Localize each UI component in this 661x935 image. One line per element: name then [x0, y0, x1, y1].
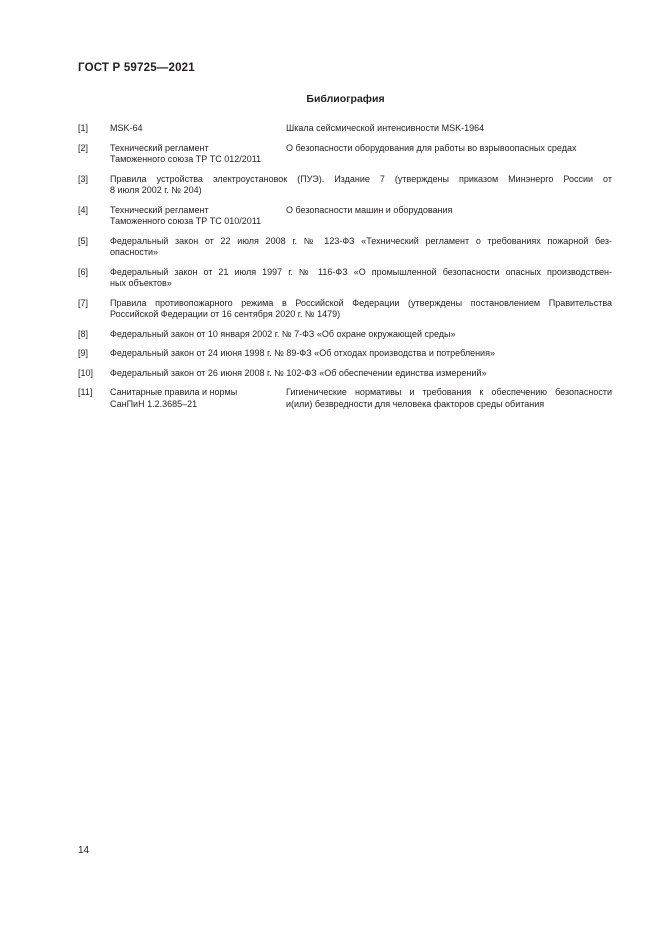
bibliography-title: Библиография [306, 93, 385, 105]
designation-line: MSK-64 [110, 123, 143, 133]
entry-number: [2] [78, 142, 89, 153]
description-line: О безопасности оборудования для работы во взрывоопасных средах [286, 142, 577, 153]
entry-text-line: Российской Федерации от 16 сентября 2020 г. № 1479) [110, 309, 341, 319]
page-number: 14 [78, 845, 90, 856]
description-line: О безопасности машин и оборудования [286, 204, 453, 215]
entry-text [110, 236, 612, 259]
entry-text [110, 267, 612, 290]
entry-columns [110, 123, 612, 135]
entry-number: [11] [78, 387, 93, 397]
entry-number: [3] [78, 173, 89, 184]
entry-columns [110, 143, 612, 166]
bibliography-entry [78, 387, 612, 410]
bibliography-entry [78, 329, 612, 341]
entry-description [286, 205, 612, 228]
entry-number: [10] [78, 367, 94, 378]
entry-number: [4] [78, 204, 89, 215]
entry-text-line: Правила противопожарного режима в Российской Федерации (утверждены постановлением Правительства [110, 297, 612, 308]
bibliography-entry [78, 348, 612, 360]
bibliography-entry [78, 174, 612, 197]
entry-text-line: Федеральный закон от 10 января 2002 г. № 7-ФЗ «Об охране окружающей среды» [110, 328, 456, 339]
entry-designation [110, 123, 286, 135]
entry-number: [9] [78, 348, 89, 358]
entry-text-line: 8 июля 2002 г. № 204) [110, 185, 202, 195]
entry-designation [110, 205, 286, 228]
bibliography-entry [78, 143, 612, 166]
designation-line: Технический регламент [110, 204, 209, 215]
description-line: Шкала сейсмической интенсивности MSK-1964 [286, 123, 485, 133]
bibliography-entry [78, 123, 612, 135]
entry-number: [5] [78, 235, 89, 246]
bibliography-entry [78, 298, 612, 321]
designation-line: Технический регламент [110, 142, 209, 153]
entry-columns [110, 205, 612, 228]
entry-text-line: опасности» [110, 247, 159, 257]
entry-designation [110, 143, 286, 166]
description-line: Гигиенические нормативы и требования к обеспечению безопасности [286, 387, 612, 397]
bibliography-list [78, 123, 612, 418]
entry-text [110, 298, 612, 321]
entry-text-line: ных объектов» [110, 278, 172, 288]
entry-description [286, 143, 612, 166]
designation-line: Таможенного союза ТР ТС 012/2011 [110, 154, 262, 164]
entry-number: [1] [78, 123, 89, 133]
designation-line: Санитарные правила и нормы [110, 387, 238, 397]
entry-description [286, 123, 612, 135]
entry-description [286, 387, 612, 410]
bibliography-entry [78, 236, 612, 259]
standard-code: ГОСТ Р 59725—2021 [78, 62, 195, 74]
bibliography-entry [78, 368, 612, 380]
entry-number: [6] [78, 266, 89, 277]
entry-text-line: Федеральный закон от 21 июля 1997 г. № 116-ФЗ «О промышленной безопасности опасных производствен- [110, 266, 612, 277]
entry-text-line: Федеральный закон от 22 июля 2008 г. № 123-ФЗ «Технический регламент о требованиях пожарной без- [110, 235, 612, 246]
bibliography-entry [78, 267, 612, 290]
entry-text-line: Федеральный закон от 24 июня 1998 г. № 89-ФЗ «Об отходах производства и потребления» [110, 348, 495, 358]
entry-text [110, 368, 612, 380]
entry-number: [8] [78, 328, 89, 339]
entry-columns [110, 387, 612, 410]
description-line: и(или) безвредности для человека факторов среды обитания [286, 398, 545, 409]
entry-designation [110, 387, 286, 410]
entry-text-line: Правила устройства электроустановок (ПУЭ). Издание 7 (утверждены приказом Минэнерго России от [110, 173, 612, 184]
entry-text-line: Федеральный закон от 26 июня 2008 г. № 102-ФЗ «Об обеспечении единства измерений» [110, 367, 487, 378]
entry-number: [7] [78, 297, 89, 308]
entry-text [110, 174, 612, 197]
designation-line: СанПиН 1.2.3685–21 [110, 398, 198, 409]
entry-text [110, 348, 612, 360]
entry-text [110, 329, 612, 341]
designation-line: Таможенного союза ТР ТС 010/2011 [110, 216, 262, 226]
bibliography-entry [78, 205, 612, 228]
